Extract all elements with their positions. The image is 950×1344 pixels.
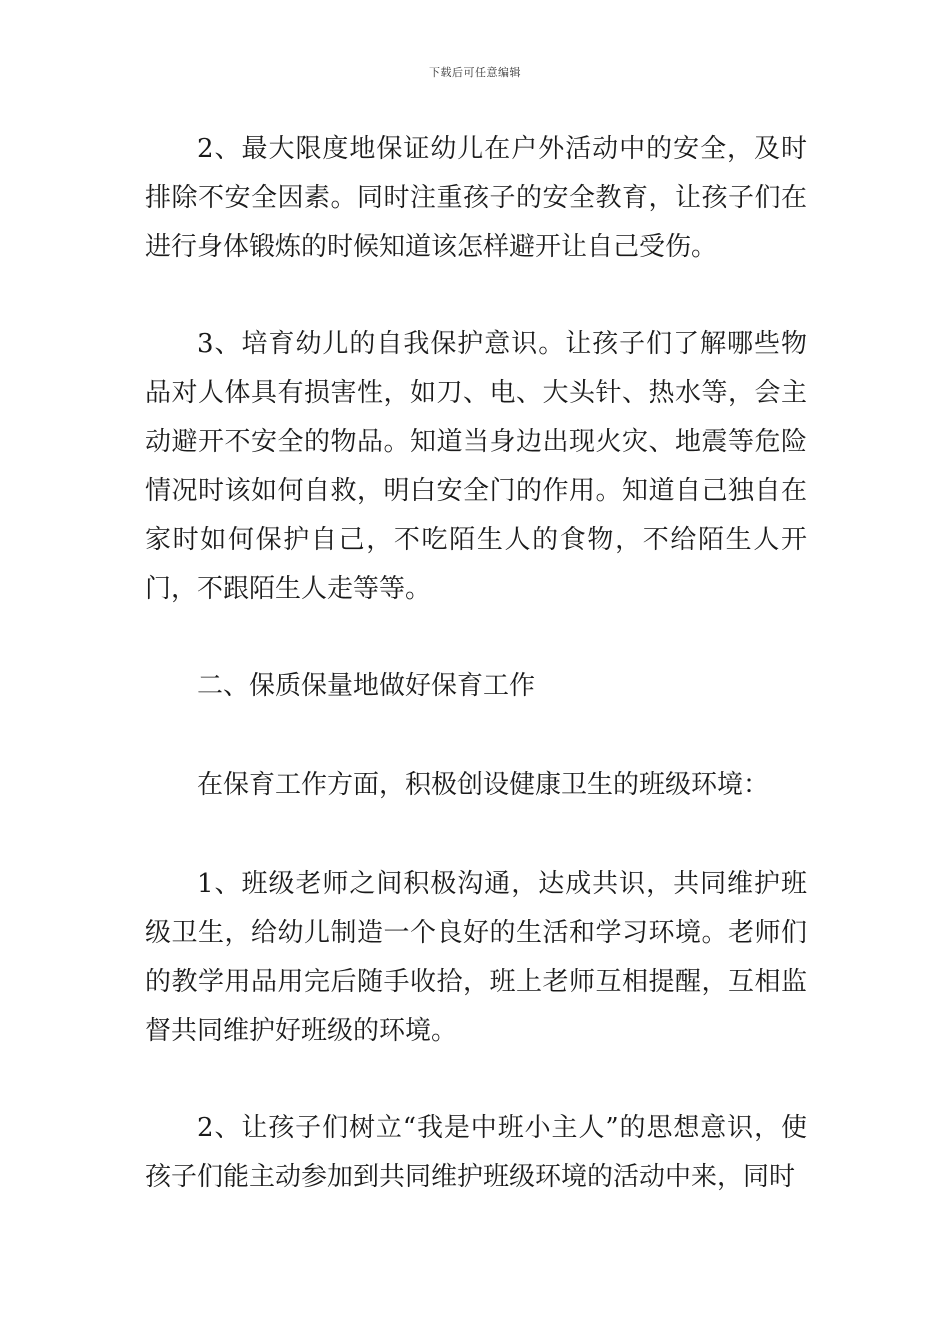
document-body [145,125,807,1202]
section-heading-care-work: 二、保质保量地做好保育工作 [197,671,536,701]
paragraph-care-intro: 在保育工作方面，积极创设健康卫生的班级环境： [197,770,770,800]
header-note: 下载后可任意编辑 [429,66,521,79]
paragraph-safety-outdoor: 2、最大限度地保证幼儿在户外活动中的安全，及时排除不安全因素。同时注重孩子的安全教育，让孩子们在进行身体锻炼的时候知道该怎样避开让自己受伤。 [145,134,807,262]
paragraph-self-protection: 3、培育幼儿的自我保护意识。让孩子们了解哪些物品对人体具有损害性，如刀、电、大头针、热水等，会主动避开不安全的物品。知道当身边出现火灾、地震等危险情况时该如何自救，明白安全门的作用。知道自己独自在家时如何保护自己，不吃陌生人的食物，不给陌生人开门，不跟陌生人走等等。 [145,329,807,604]
paragraph-class-owner: 2、让孩子们树立“我是中班小主人”的思想意识，使孩子们能主动参加到共同维护班级环境的活动中来，同时 [145,1113,807,1192]
paragraph-teacher-communication: 1、班级老师之间积极沟通，达成共识，共同维护班级卫生，给幼儿制造一个良好的生活和学习环境。老师们的教学用品用完后随手收拾，班上老师互相提醒，互相监督共同维护好班级的环境。 [145,869,807,1046]
